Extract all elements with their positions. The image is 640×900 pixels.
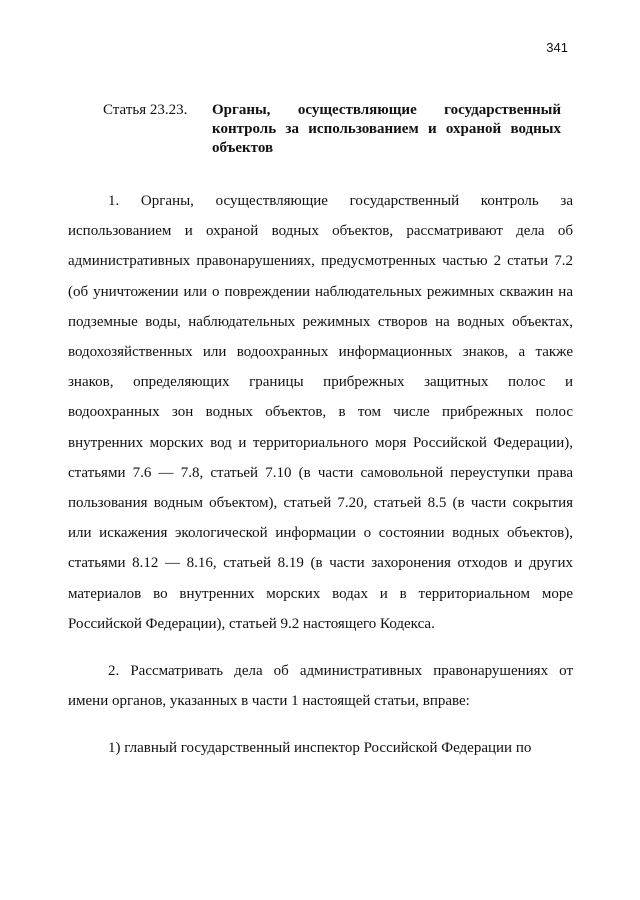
article-title: Органы, осуществляющие государственный контроль за использованием и охраной водных объектов [212, 102, 561, 156]
article-heading [103, 101, 561, 158]
paragraph-part-2: 2. Рассматривать дела об административных правонарушениях от имени органов, указанных в части 1 настоящей статьи, вправе: [68, 663, 573, 710]
article-body [68, 186, 573, 764]
article-number: Статья 23.23. [103, 102, 188, 118]
paragraph-item-1: 1) главный государственный инспектор Российской Федерации по [108, 740, 532, 757]
page-number: 341 [546, 40, 568, 55]
paragraph-part-1: 1. Органы, осуществляющие государственный контроль за использованием и охраной водных объектов, рассматривают дела об административных правонарушениях, предусмотренных частью 2 статьи 7.2 (об уничтожении или о повреждении наблюдательных режимных скважин на подземные воды, наблюдательных режимных створов на водных объектах, водохозяйственных или водоохранных информационных знаков, а также знаков, определяющих границы прибрежных защитных полос и водоохранных зон водных объектов, в том числе прибрежных полос внутренних морских вод и территориального моря Российской Федерации), статьями 7.6 — 7.8, статьей 7.10 (в части самовольной переуступки права пользования водным объектом), статьей 7.20, статьей 8.5 (в части сокрытия или искажения экологической информации о состоянии водных объектов), статьями 8.12 — 8.16, статьей 8.19 (в части захоронения отходов и других материалов во внутренних морских водах и в территориальном море Российской Федерации), статьей 9.2 настоящего Кодекса. [68, 193, 573, 632]
